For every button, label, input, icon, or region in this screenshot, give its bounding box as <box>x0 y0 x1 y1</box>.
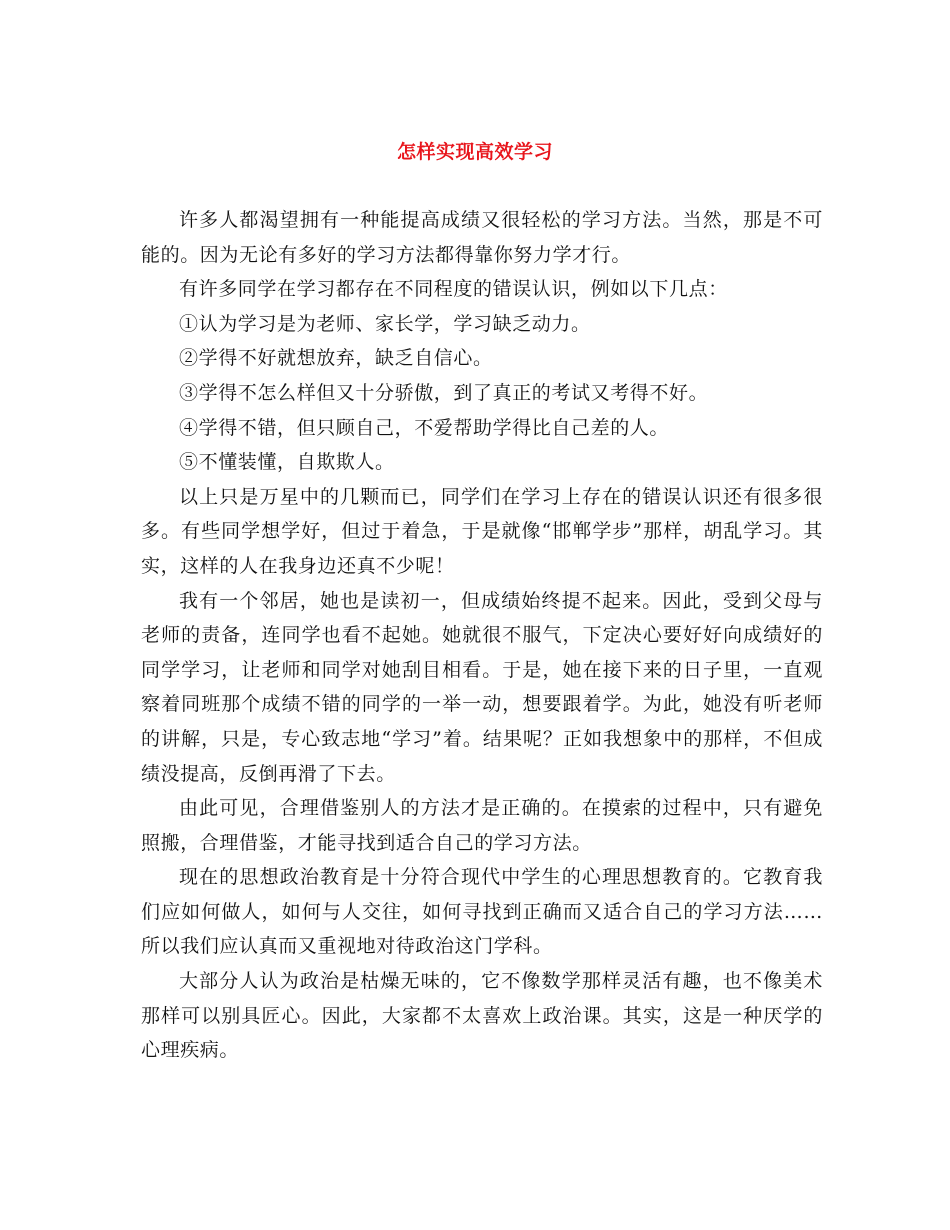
paragraph: 由此可见，合理借鉴别人的方法才是正确的。在摸索的过程中，只有避免照搬，合理借鉴，才能寻找到适合自己的学习方法。 <box>141 797 823 854</box>
list-item: ①认为学习是为老师、家长学，学习缺乏动力。 <box>179 312 591 335</box>
list-item: ②学得不好就想放弃，缺乏自信心。 <box>179 347 493 370</box>
list-item: ③学得不怎么样但又十分骄傲，到了真正的考试又考得不好。 <box>179 381 709 404</box>
document-title: 怎样实现高效学习 <box>396 141 553 163</box>
paragraph: 我有一个邻居，她也是读初一，但成绩始终提不起来。因此，受到父母与老师的责备，连同学也看不起她。她就很不服气，下定决心要好好向成绩好的同学学习，让老师和同学对她刮目相看。于是，她在接下来的日子里，一直观察着同班那个成绩不错的同学的一举一动，想要跟着学。为此，她没有听老师的讲解，只是，专心致志地“学习”着。结果呢？正如我想象中的那样，不但成绩没提高，反倒再滑了下去。 <box>141 589 823 785</box>
document-body <box>141 203 823 1068</box>
paragraph: 大部分人认为政治是枯燥无味的，它不像数学那样灵活有趣，也不像美术那样可以别具匠心。因此，大家都不太喜欢上政治课。其实，这是一种厌学的心理疾病。 <box>141 970 823 1062</box>
paragraph: 许多人都渴望拥有一种能提高成绩又很轻松的学习方法。当然，那是不可能的。因为无论有多好的学习方法都得靠你努力学才行。 <box>141 209 823 266</box>
paragraph: 现在的思想政治教育是十分符合现代中学生的心理思想教育的。它教育我们应如何做人，如何与人交往，如何寻找到正确而又适合自己的学习方法……所以我们应认真而又重视地对待政治这门学科。 <box>141 866 823 958</box>
list-item: ④学得不错，但只顾自己，不爱帮助学得比自己差的人。 <box>179 416 670 439</box>
list-item: ⑤不懂装懂，自欺欺人。 <box>179 451 395 474</box>
paragraph: 有许多同学在学习都存在不同程度的错误认识，例如以下几点： <box>179 278 728 301</box>
paragraph: 以上只是万星中的几颗而已，同学们在学习上存在的错误认识还有很多很多。有些同学想学好，但过于着急，于是就像“邯郸学步”那样，胡乱学习。其实，这样的人在我身边还真不少呢！ <box>141 485 823 577</box>
